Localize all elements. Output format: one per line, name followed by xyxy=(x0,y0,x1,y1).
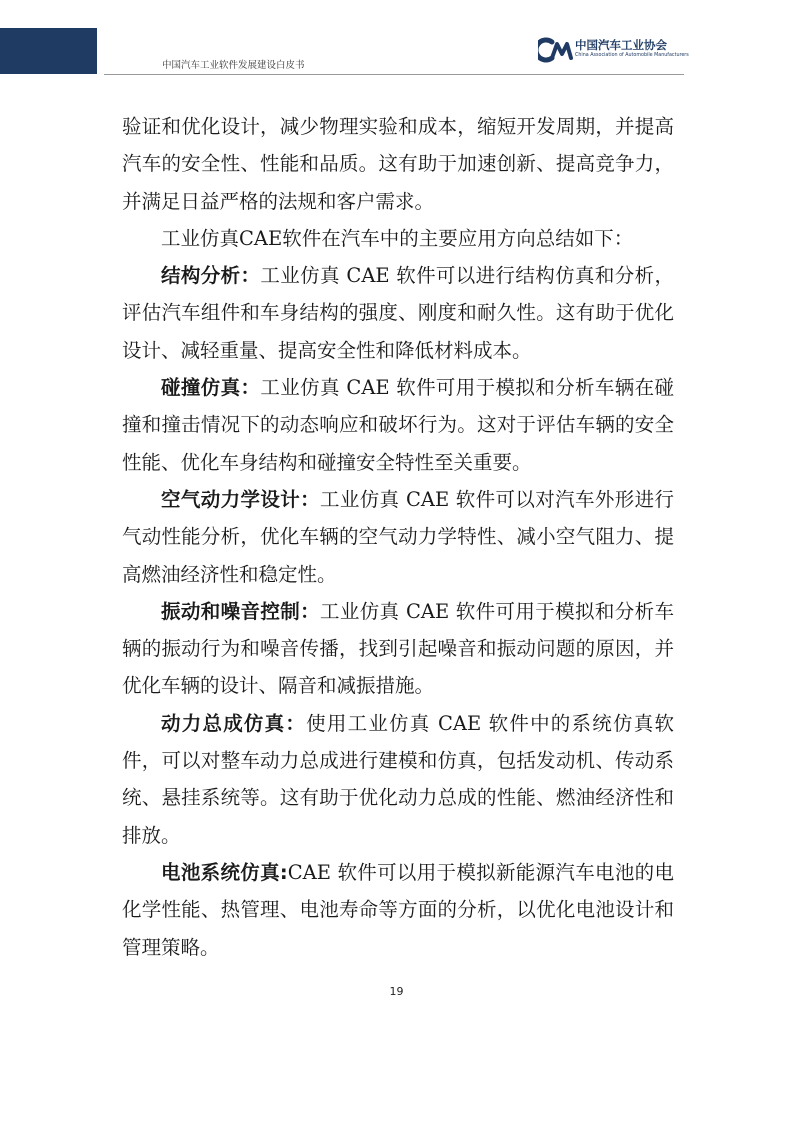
term-separator: : xyxy=(279,860,288,884)
text-aerodynamic-design: 工业仿真 CAE 软件可以对汽车外形进行气动性能分析，优化车辆的空气动力学特性、减小空气阻力、提高燃油经济性和稳定性。 xyxy=(122,487,674,586)
term-nvh-control: 振动和噪音控制 xyxy=(161,599,301,623)
term-separator: ： xyxy=(240,376,261,400)
logo-name-cn: 中国汽车工业协会 xyxy=(575,38,667,52)
paragraph-powertrain-simulation xyxy=(122,705,674,854)
paragraph-summary: 工业仿真CAE软件在汽车中的主要应用方向总结如下： xyxy=(161,226,634,250)
text-structural-analysis: 工业仿真 CAE 软件可以进行结构仿真和分析，评估汽车组件和车身结构的强度、刚度和耐久性。这有助于优化设计、减轻重量、提高安全性和降低材料成本。 xyxy=(122,264,674,362)
text-powertrain-simulation: 使用工业仿真 CAE 软件中的系统仿真软件，可以对整车动力总成进行建模和仿真，包括发动机、传动系统、悬挂系统等。这有助于优化动力总成的性能、燃油经济性和排放。 xyxy=(122,711,674,847)
term-aerodynamic-design: 空气动力学设计 xyxy=(161,487,301,511)
term-separator: ： xyxy=(300,599,320,623)
term-structural-analysis: 结构分析 xyxy=(161,264,241,288)
header-title: 中国汽车工业软件发展建设白皮书 xyxy=(162,60,305,71)
term-separator: ： xyxy=(285,711,307,735)
paragraph-crash-simulation xyxy=(122,369,674,481)
term-separator: ： xyxy=(300,487,320,511)
text-battery-simulation: CAE 软件可以用于模拟新能源汽车电池的电化学性能、热管理、电池寿命等方面的分析，以优化电池设计和管理策略。 xyxy=(122,860,674,959)
term-powertrain-simulation: 动力总成仿真 xyxy=(161,711,286,735)
page-number: 19 xyxy=(389,985,404,998)
caam-logo-icon xyxy=(538,36,574,64)
paragraph-structural-analysis xyxy=(122,257,674,369)
term-battery-simulation: 电池系统仿真 xyxy=(161,860,280,884)
header-divider xyxy=(104,74,684,75)
paragraph-nvh-control xyxy=(122,593,674,705)
term-separator: ： xyxy=(240,264,261,288)
caam-logo xyxy=(538,36,688,66)
logo-name-en: China Association of Automobile Manufacturers xyxy=(575,53,689,58)
paragraph-battery-simulation xyxy=(122,854,674,966)
body-text xyxy=(122,108,674,966)
paragraph-aerodynamic-design xyxy=(122,481,674,593)
text-nvh-control: 工业仿真 CAE 软件可用于模拟和分析车辆的振动行为和噪音传播，找到引起噪音和振动问题的原因，并优化车辆的设计、隔音和减振措施。 xyxy=(122,599,674,698)
text-crash-simulation: 工业仿真 CAE 软件可用于模拟和分析车辆在碰撞和撞击情况下的动态响应和破坏行为。这对于评估车辆的安全性能、优化车身结构和碰撞安全特性至关重要。 xyxy=(122,376,674,474)
term-crash-simulation: 碰撞仿真 xyxy=(161,376,241,400)
paragraph-intro-continuation: 验证和优化设计，减少物理实验和成本，缩短开发周期，并提高汽车的安全性、性能和品质。这有助于加速创新、提高竞争力，并满足日益严格的法规和客户需求。 xyxy=(122,115,674,213)
header-corner-block xyxy=(0,28,97,74)
